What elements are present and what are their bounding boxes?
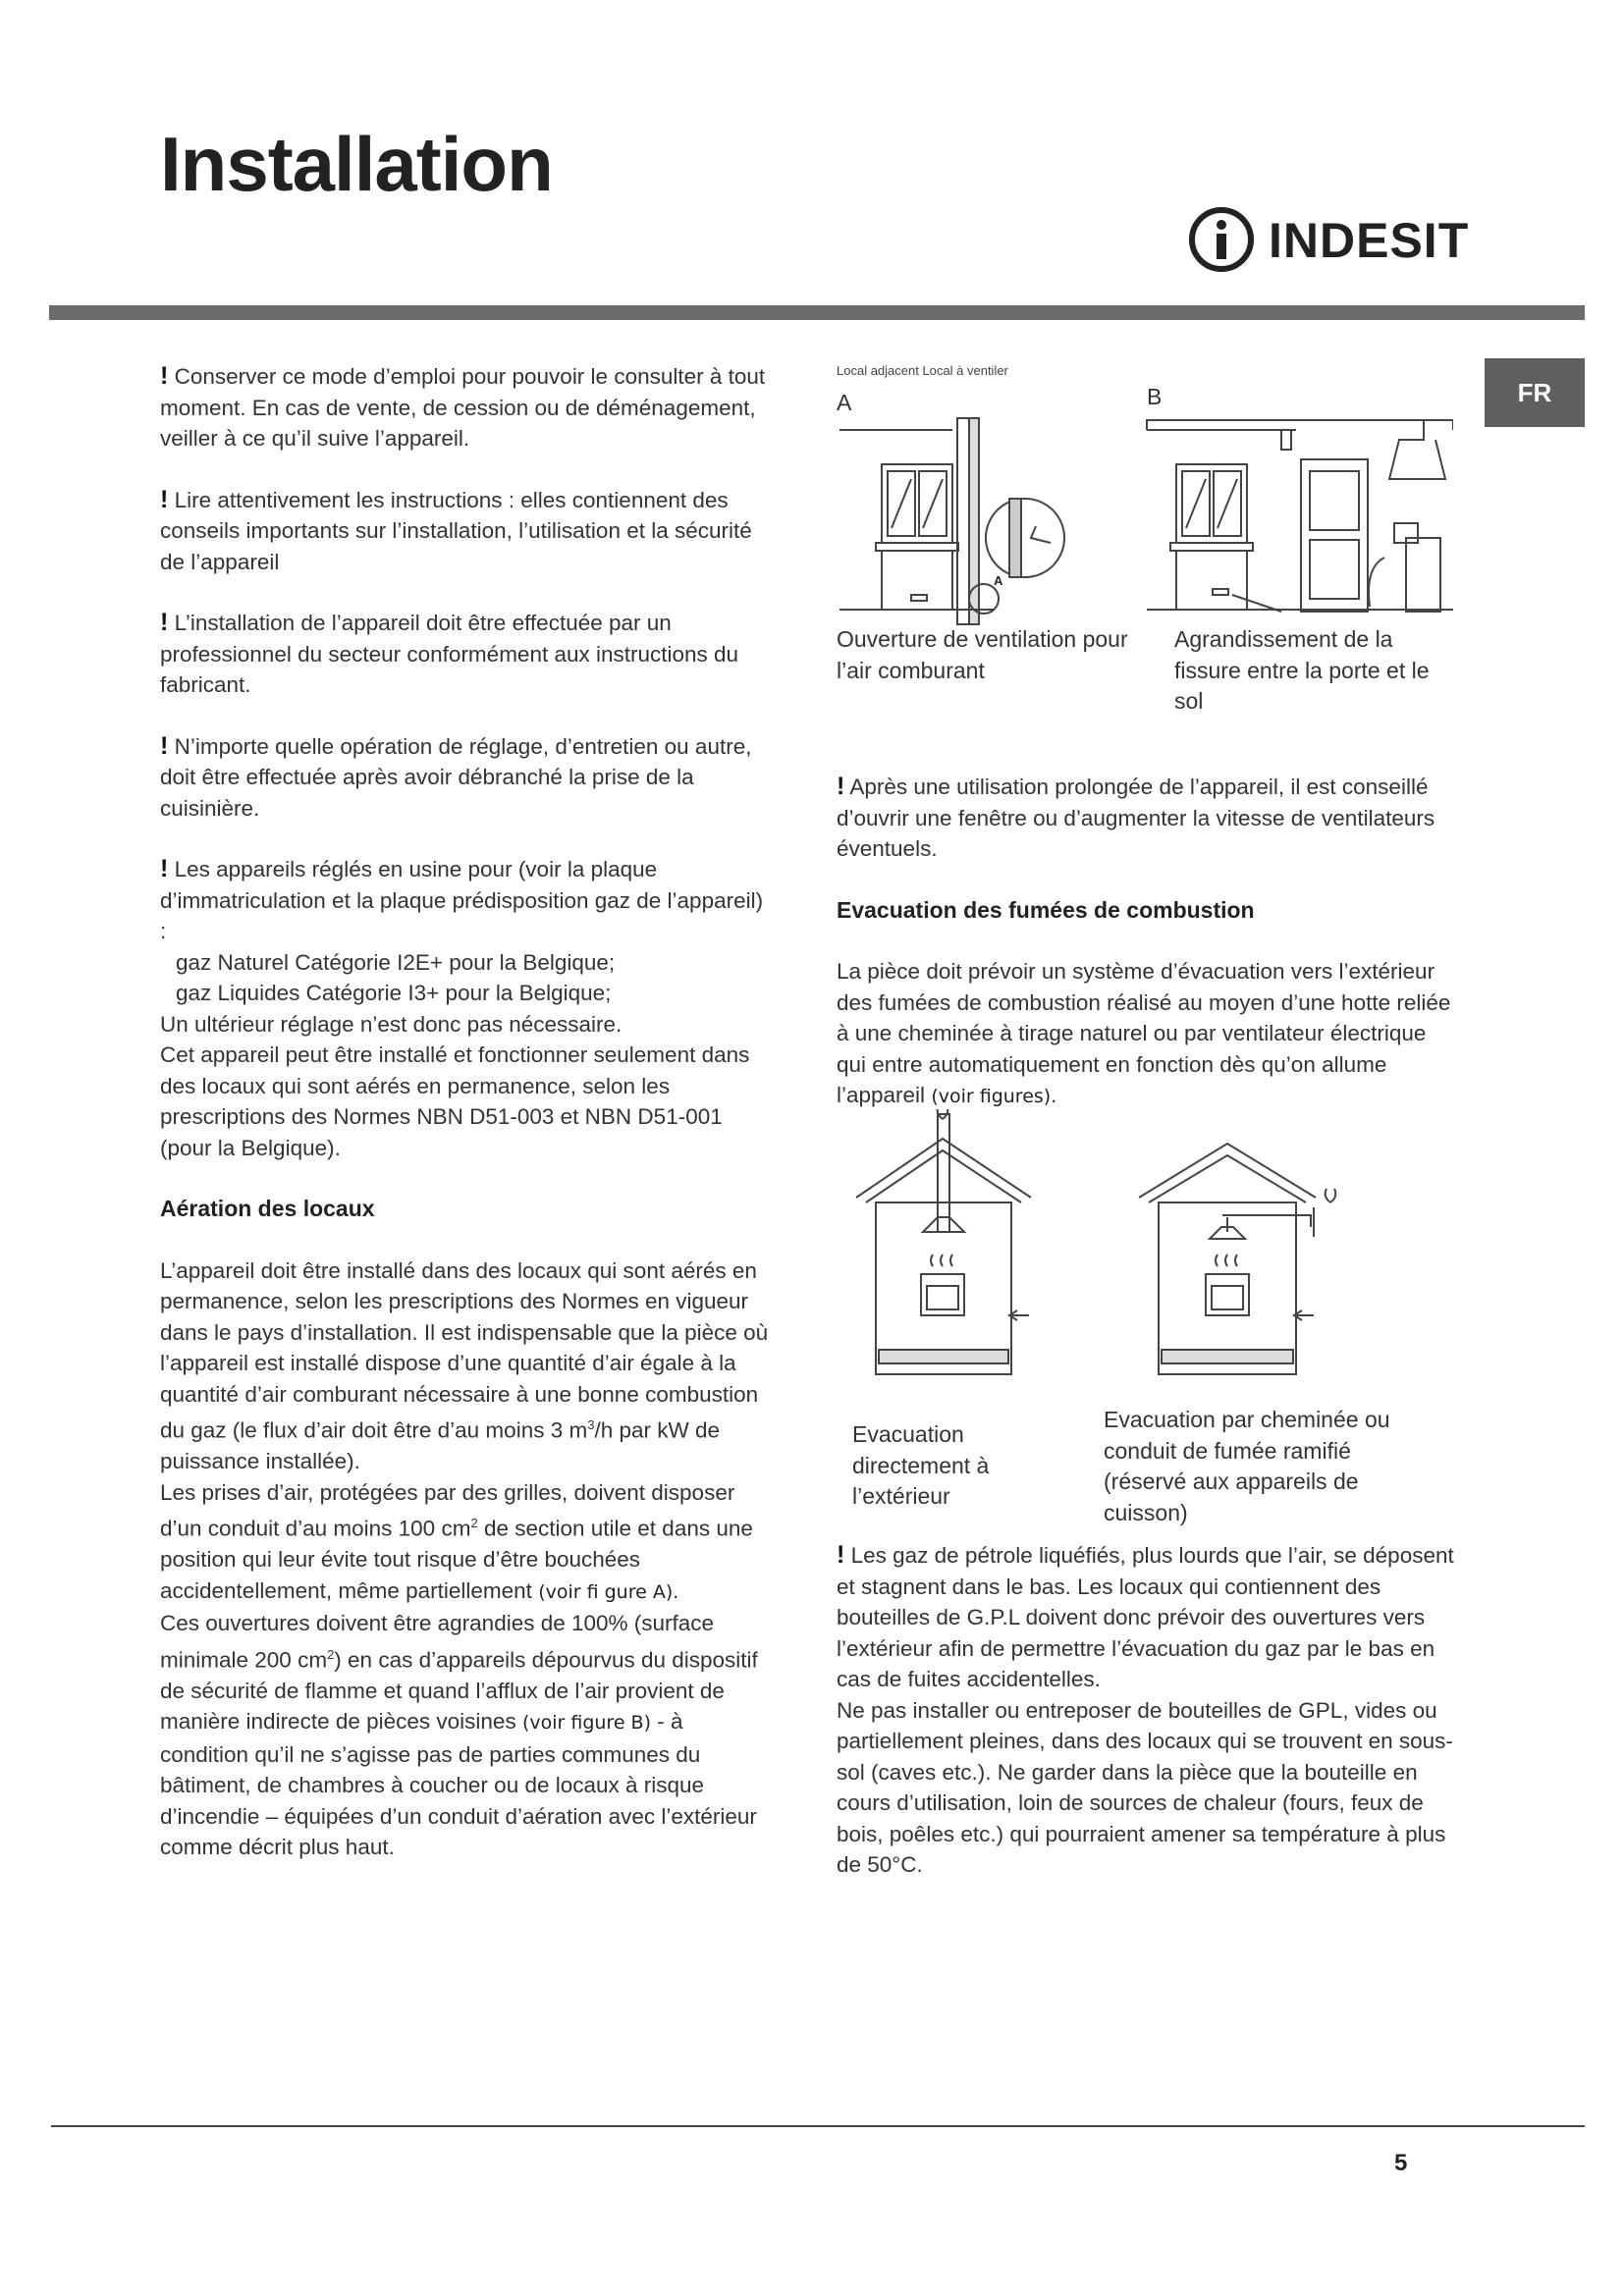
figure-b-drawing — [1147, 420, 1453, 612]
warning-mark-icon: ! — [160, 855, 169, 882]
figure-label-b: B — [1147, 384, 1163, 409]
page-number: 5 — [1394, 2150, 1408, 2176]
text-part: ) en cas d’appareils dépourvus du dispositif de sécurité de flamme et quand l’afflux de l’air provient de manière indirecte de pièces voisines — [160, 1647, 758, 1734]
text-part: L’appareil doit être installé dans des locaux qui sont aérés en permanence, selon les prescriptions des Normes en vigueur dans le pays d’installation. Il est indispensable que la pièce où l’appareil est installé dispose d’une quantité d’air égale à la quantité d’air comburant nécessaire à une bonne combustion du gaz (le flux d’air doit être d’au moins 3 m — [160, 1257, 769, 1443]
paragraph-aeration-1 — [160, 1255, 774, 1477]
paragraph-professional-install — [160, 608, 774, 701]
warning-mark-icon: ! — [160, 731, 169, 760]
gas-category-liquid: gaz Liquides Catégorie I3+ pour la Belgique; — [176, 981, 612, 1005]
caption-chimney-evacuation: Evacuation par cheminée ou conduit de fumée ramifié (réservé aux appareils de cuisson) — [1104, 1407, 1390, 1525]
paragraph-gpl-heavier — [837, 1540, 1455, 1695]
paragraph-text: L’installation de l’appareil doit être effectuée par un professionnel du secteur conformément aux instructions du fabricant. — [160, 611, 739, 697]
brand-logo — [1186, 204, 1470, 273]
text-part: /h par kW de puissance installée). — [160, 1417, 721, 1473]
language-tab: FR — [1485, 358, 1585, 427]
heading-evacuation: Evacuation des fumées de combustion — [837, 896, 1255, 923]
paragraph-aeration-2 — [160, 1477, 774, 1609]
page-title: Installation — [160, 121, 553, 207]
superscript: 2 — [327, 1646, 335, 1662]
figure-reference: (voir figure B) — [521, 1712, 652, 1734]
brand-name: INDESIT — [1269, 213, 1470, 268]
heading-aeration: Aération des locaux — [160, 1196, 375, 1221]
warning-mark-icon: ! — [837, 1541, 845, 1569]
paragraph-keep-manual — [160, 361, 774, 454]
paragraph-aeration-3 — [160, 1608, 774, 1863]
text-part: - à condition qu’il ne s’agisse pas de parties communes du bâtiment, de chambres à coucher ou de locaux à risque d’incendie – équipées d’un conduit d’aération avec l’extérieur comme décrit plus haut. — [160, 1709, 757, 1859]
figure-reference: (voir figures). — [931, 1086, 1057, 1107]
right-column-top — [837, 772, 1455, 1113]
figure-a-small-label: A — [994, 573, 1003, 588]
figure-label-a: A — [837, 390, 852, 415]
warning-mark-icon: ! — [160, 485, 169, 513]
text-part: de section utile et dans une position qui leur évite tout risque d’être bouchées accidentellement, même partiellement — [160, 1516, 753, 1603]
ventilation-figure — [835, 361, 1453, 646]
brand-logo-icon — [1186, 204, 1265, 273]
evacuation-figures — [844, 1109, 1355, 1384]
warning-mark-icon: ! — [837, 773, 845, 800]
caption-figure-a: Ouverture de ventilation pour l’air comburant — [837, 626, 1128, 683]
footer-divider — [51, 2125, 1585, 2127]
right-column-bottom — [837, 1540, 1455, 1881]
figure-header: Local adjacent Local à ventiler — [837, 363, 1008, 378]
header-divider — [49, 305, 1585, 320]
paragraph-text: Conserver ce mode d’emploi pour pouvoir le consulter à tout moment. En cas de vente, de cession ou de déménagement, veiller à ce qu’il suive l’appareil. — [160, 364, 766, 451]
paragraph-ventilated-rooms: Cet appareil peut être installé et fonctionner seulement dans des locaux qui sont aérés en permanence, selon les prescriptions des Normes NBN D51-003 et NBN D51-001 (pour la Belgique). — [160, 1042, 750, 1160]
text-part: Ces ouvertures doivent être agrandies de 100% (surface minimale 200 cm — [160, 1611, 715, 1672]
caption-figure-b: Agrandissement de la fissure entre la porte et le sol — [1174, 626, 1430, 714]
house-chimney-evacuation — [1139, 1144, 1335, 1374]
paragraph-read-instructions — [160, 485, 774, 578]
paragraph-evacuation — [837, 956, 1455, 1113]
figure-reference: (voir fi gure A). — [538, 1580, 679, 1603]
paragraph-no-adjustment: Un ultérieur réglage n’est donc pas nécessaire. — [160, 1011, 623, 1037]
paragraph-text: Après une utilisation prolongée de l’appareil, il est conseillé d’ouvrir une fenêtre ou d’augmenter la vitesse de ventilateurs éventuels. — [837, 774, 1435, 861]
caption-direct-evacuation: Evacuation directement à l’extérieur — [852, 1421, 990, 1509]
figure-a-drawing — [839, 418, 1064, 624]
warning-mark-icon: ! — [160, 609, 169, 636]
paragraph-text: Les gaz de pétrole liquéfiés, plus lourds que l’air, se déposent et stagnent dans le bas. Les locaux qui contiennent des bouteilles de G.P.L doivent donc prévoir des ouvertures vers l’extérieur afin de permettre l’évacuation du gaz par le bas en cas de fuites accidentelles. — [837, 1543, 1454, 1691]
paragraph-gpl-storage: Ne pas installer ou entreposer de bouteilles de GPL, vides ou partiellement pleines, dans des locaux qui se trouvent en sous-sol (caves etc.). Ne garder dans la pièce que la bouteille en cours d’utilisation, loin de sources de chaleur (fours, feux de bois, poêles etc.) qui pourraient amener sa température à plus de 50°C. — [837, 1697, 1453, 1877]
house-direct-evacuation — [856, 1109, 1031, 1374]
text-part: Les prises d’air, protégées par des grilles, doivent disposer d’un conduit d’au moins 100 cm — [160, 1479, 735, 1541]
paragraph-text: La pièce doit prévoir un système d’évacuation vers l’extérieur des fumées de combustion réalisé au moyen d’une hotte reliée à une cheminée à tirage naturel ou par ventilateur électrique qui entre automatiquement en fonction dès qu’on allume l’appareil — [837, 959, 1451, 1107]
warning-mark-icon: ! — [160, 362, 169, 390]
paragraph-text: Lire attentivement les instructions : elles contiennent des conseils importants sur l’installation, l’utilisation et la sécurité de l’appareil — [160, 487, 752, 574]
superscript: 3 — [587, 1417, 595, 1432]
paragraph-text: Les appareils réglés en usine pour (voir la plaque d’immatriculation et la plaque prédisposition gaz de l’appareil) : — [160, 857, 764, 943]
paragraph-text: N’importe quelle opération de réglage, d’entretien ou autre, doit être effectuée après avoir débranché la prise de la cuisinière. — [160, 733, 752, 821]
left-column — [160, 361, 774, 1863]
gas-category-natural: gaz Naturel Catégorie I2E+ pour la Belgique; — [176, 949, 616, 975]
paragraph-unplug — [160, 731, 774, 825]
superscript: 2 — [470, 1516, 478, 1530]
paragraph-open-window — [837, 772, 1455, 865]
paragraph-factory-settings — [160, 854, 774, 947]
